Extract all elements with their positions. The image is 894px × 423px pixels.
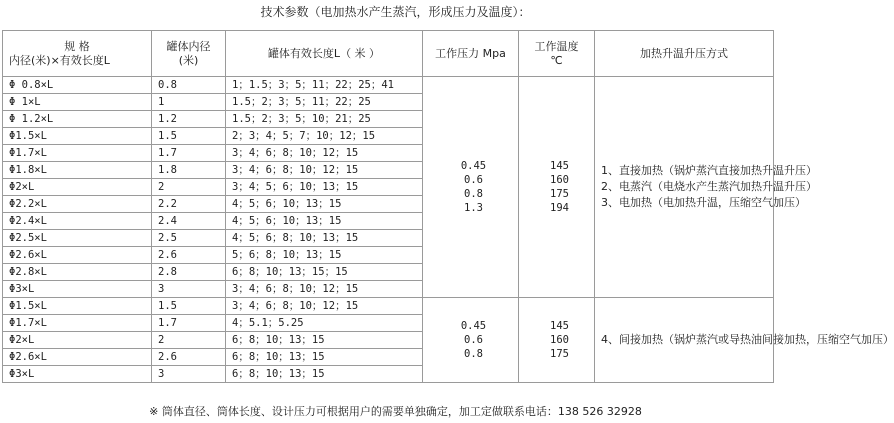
length-cell: 6；8；10；13；15；15 [226,264,423,281]
temperature-group-1 [519,77,595,298]
diameter-cell: 2.6 [152,247,226,264]
method-item: 2、电蒸汽（电烧水产生蒸汽加热升温升压） [601,180,817,193]
length-cell: 5；6；8；10；13；15 [226,247,423,264]
header-spec-line1: 规 格 [64,39,90,53]
pressure-value: 0.6 [464,174,483,186]
pressure-value: 0.45 [460,160,487,172]
diameter-cell: 1.8 [152,162,226,179]
footnote: ※ 筒体直径、筒体长度、设计压力可根据用户的需要单独确定，加工定做联系电话：138 526 32928 [149,405,642,418]
spec-cell: Φ 1.2×L [3,111,152,128]
diameter-cell: 1.7 [152,315,226,332]
spec-cell: Φ2.5×L [3,230,152,247]
diameter-cell: 2.6 [152,349,226,366]
header-diameter-line2: (米) [178,53,199,67]
length-cell: 4；5；6；10；13；15 [226,213,423,230]
length-cell: 4；5；6；8；10；13；15 [226,230,423,247]
spec-cell: Φ 0.8×L [3,77,152,94]
header-diameter [152,31,226,77]
header-spec-line2: 内径(米)×有效长度L [9,53,110,67]
temperature-value: 175 [550,188,569,200]
length-cell: 6；8；10；13；15 [226,366,423,383]
spec-cell: Φ3×L [3,281,152,298]
diameter-cell: 2.8 [152,264,226,281]
header-temperature-line2: ℃ [550,53,563,67]
diameter-cell: 3 [152,281,226,298]
length-cell: 3；4；6；8；10；12；15 [226,162,423,179]
length-cell: 3；4；6；8；10；12；15 [226,145,423,162]
method-item: 3、电加热（电加热升温，压缩空气加压） [601,196,806,209]
spec-cell: Φ1.5×L [3,298,152,315]
temperature-group-2 [519,298,595,383]
temperature-value: 145 [550,320,569,332]
diameter-cell: 1.2 [152,111,226,128]
header-temperature-line1: 工作温度 [534,39,579,53]
length-cell: 1.5；2；3；5；10；21；25 [226,111,423,128]
header-temperature [519,31,595,77]
spec-table [2,30,894,383]
diameter-cell: 2 [152,179,226,196]
spec-cell: Φ 1×L [3,94,152,111]
spec-cell: Φ2.4×L [3,213,152,230]
length-cell: 2；3；4；5；7；10；12；15 [226,128,423,145]
length-cell: 1；1.5；3；5；11；22；25；41 [226,77,423,94]
length-cell: 4；5；6；10；13；15 [226,196,423,213]
length-cell: 6；8；10；13；15 [226,332,423,349]
spec-cell: Φ2.2×L [3,196,152,213]
diameter-cell: 1.5 [152,128,226,145]
header-method: 加热升温升压方式 [595,31,774,77]
spec-cell: Φ3×L [3,366,152,383]
pressure-group-1 [423,77,519,298]
temperature-value: 160 [550,334,569,346]
length-cell: 3；4；6；8；10；12；15 [226,281,423,298]
method-group-2 [595,298,894,383]
header-length: 罐体有效长度L（ 米 ） [226,31,423,77]
temperature-value: 194 [550,202,569,214]
spec-cell: Φ1.7×L [3,315,152,332]
pressure-value: 1.3 [464,202,483,214]
pressure-value: 0.45 [460,320,487,332]
diameter-cell: 3 [152,366,226,383]
diameter-cell: 2.4 [152,213,226,230]
pressure-group-2 [423,298,519,383]
header-pressure: 工作压力 Mpa [423,31,519,77]
table-header-row [3,31,774,77]
spec-cell: Φ1.5×L [3,128,152,145]
spec-cell: Φ2.8×L [3,264,152,281]
diameter-cell: 1.7 [152,145,226,162]
diameter-cell: 2 [152,332,226,349]
header-diameter-line1: 罐体内径 [166,39,211,53]
spec-cell: Φ2.6×L [3,247,152,264]
method-group-1 [595,77,817,298]
method-item: 1、直接加热（锅炉蒸汽直接加热升温升压） [601,164,817,177]
diameter-cell: 0.8 [152,77,226,94]
length-cell: 3；4；6；8；10；12；15 [226,298,423,315]
table-row [3,77,774,94]
diameter-cell: 2.2 [152,196,226,213]
pressure-value: 0.8 [464,188,483,200]
spec-cell: Φ1.8×L [3,162,152,179]
diameter-cell: 1 [152,94,226,111]
spec-cell: Φ2.6×L [3,349,152,366]
length-cell: 3；4；5；6；10；13；15 [226,179,423,196]
diameter-cell: 2.5 [152,230,226,247]
spec-cell: Φ2×L [3,179,152,196]
pressure-value: 0.8 [464,348,483,360]
method-item: 4、间接加热（锅炉蒸汽或导热油间接加热，压缩空气加压） [601,333,894,346]
pressure-value: 0.6 [464,334,483,346]
length-cell: 6；8；10；13；15 [226,349,423,366]
header-spec [3,31,152,77]
temperature-value: 160 [550,174,569,186]
temperature-value: 175 [550,348,569,360]
diameter-cell: 1.5 [152,298,226,315]
spec-cell: Φ1.7×L [3,145,152,162]
length-cell: 4；5.1；5.25 [226,315,423,332]
length-cell: 1.5；2；3；5；11；22；25 [226,94,423,111]
temperature-value: 145 [550,160,569,172]
spec-cell: Φ2×L [3,332,152,349]
table-row [3,298,774,315]
page-title: 技术参数（电加热水产生蒸汽，形成压力及温度）： [260,5,531,19]
